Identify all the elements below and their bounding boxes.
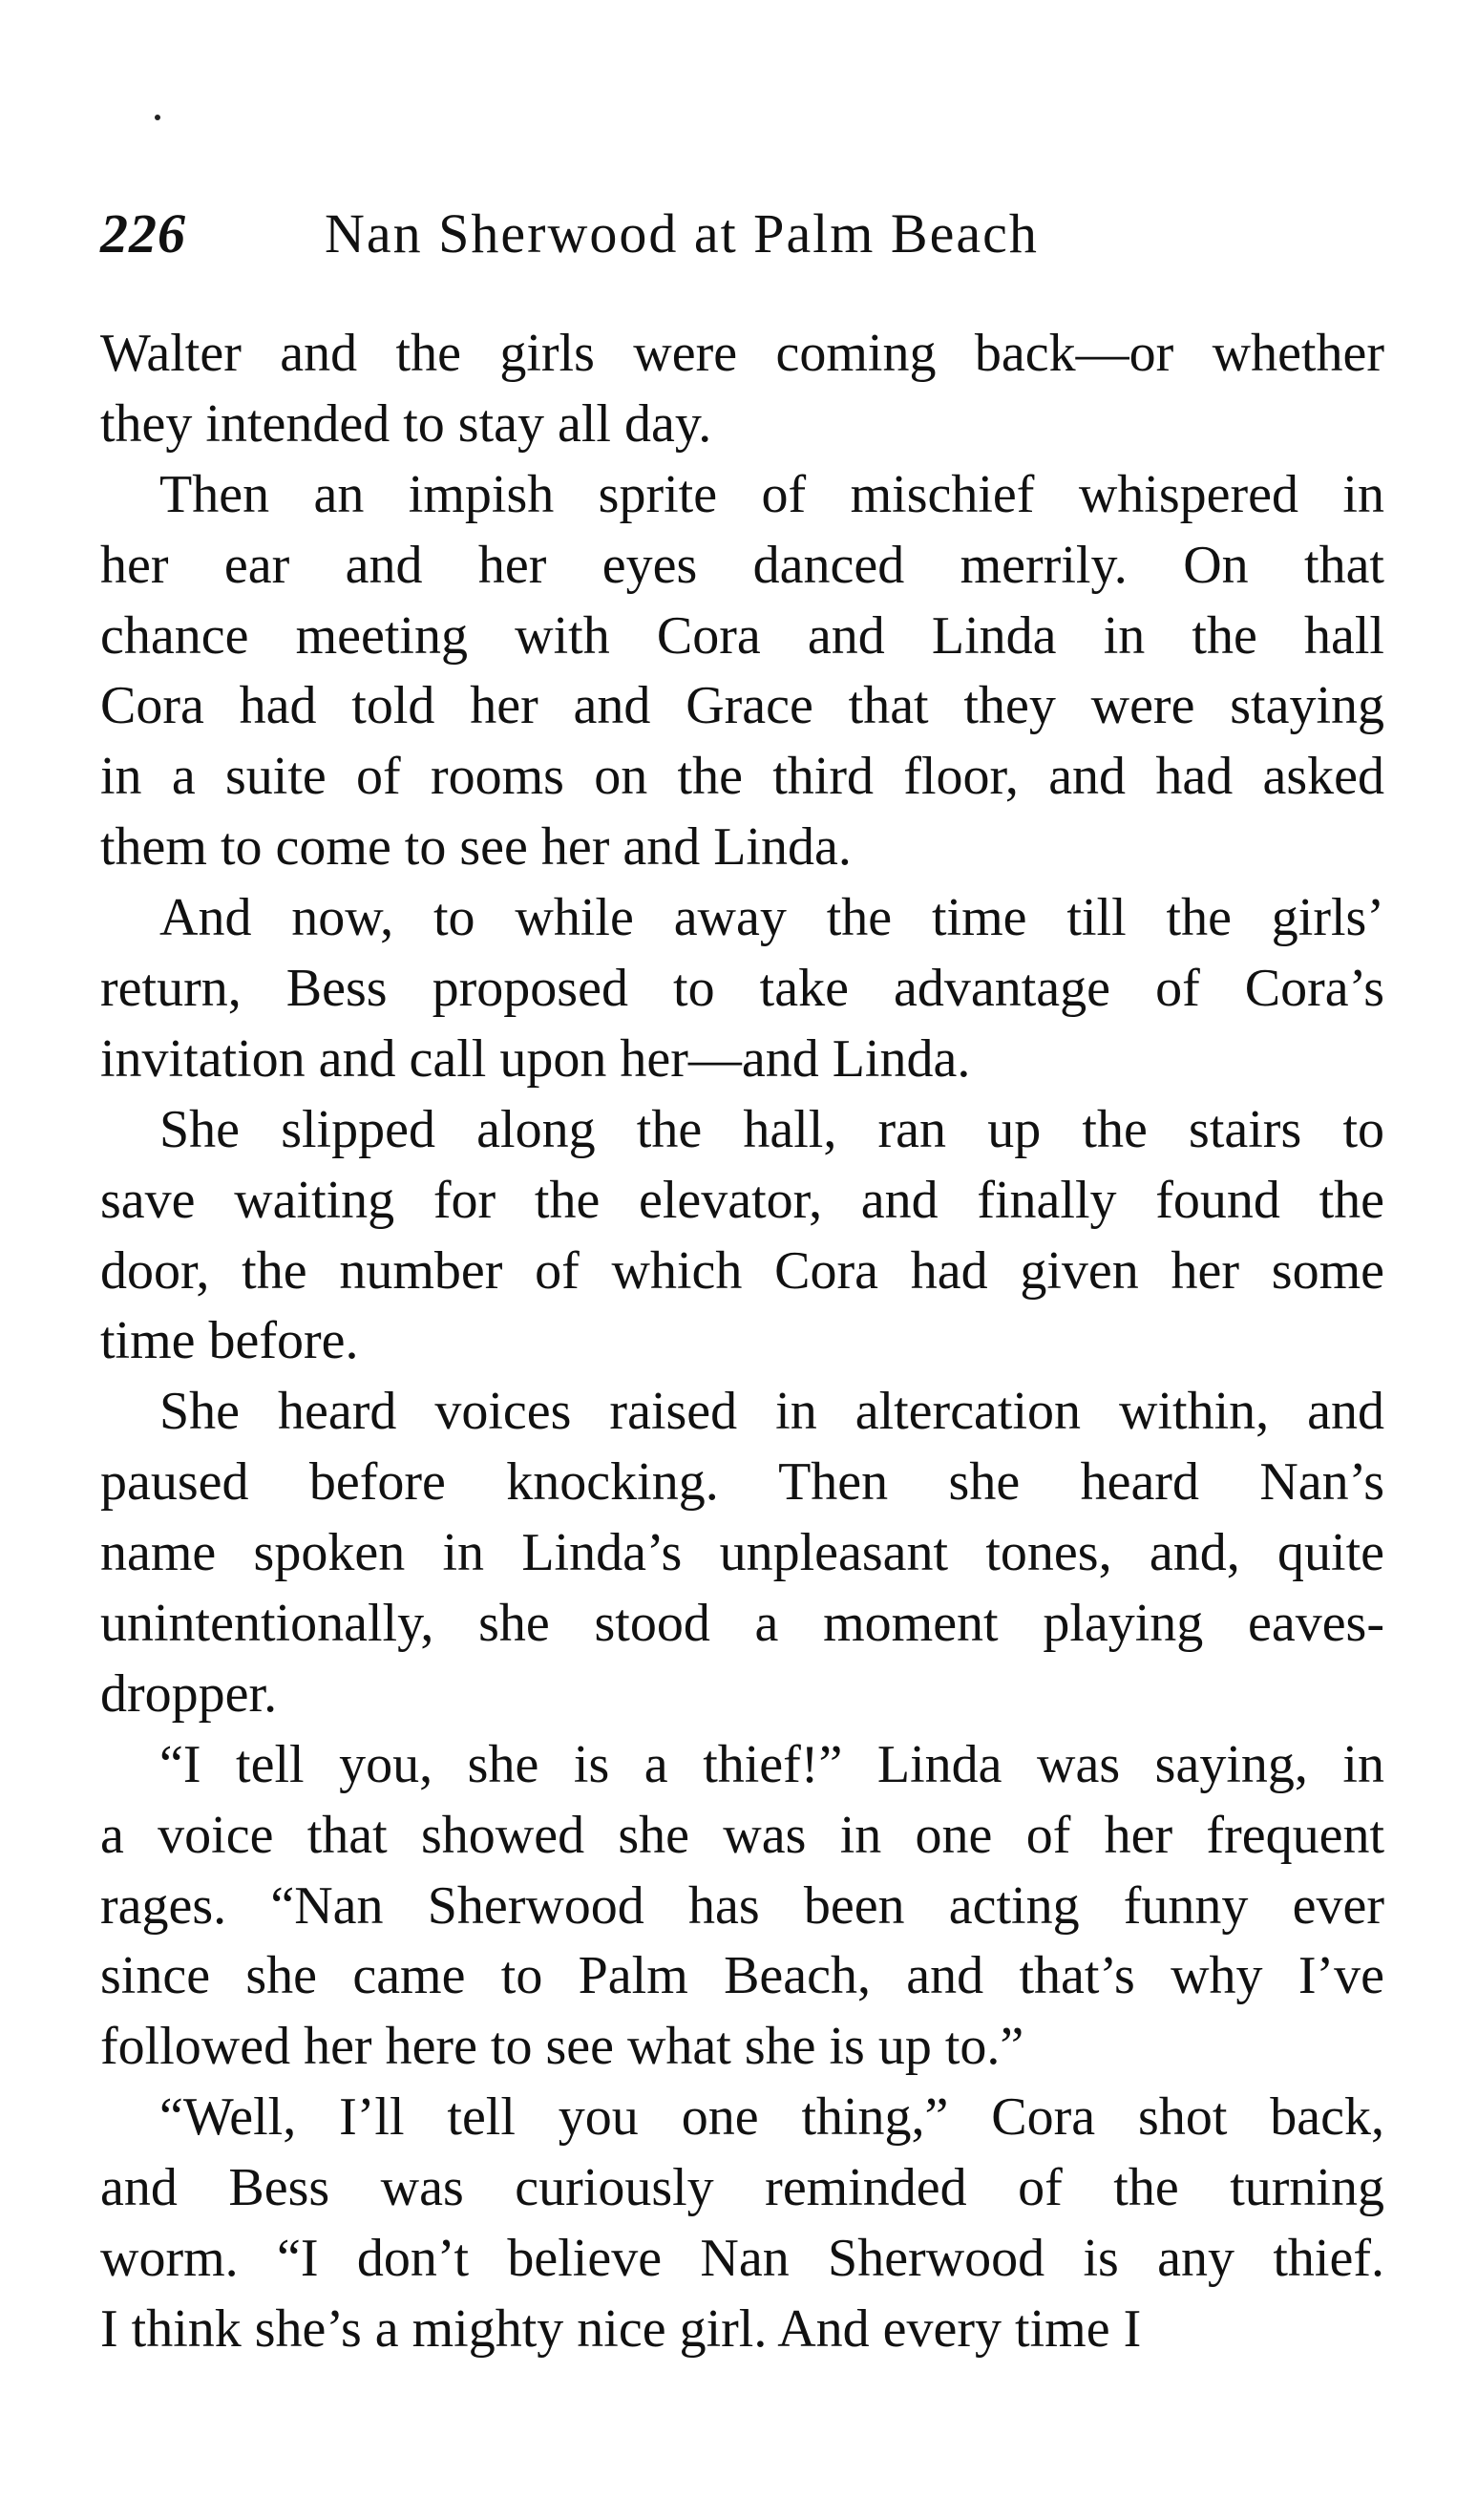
paragraph	[100, 1730, 1384, 2083]
paragraph	[100, 319, 1384, 460]
paragraph	[100, 1095, 1384, 1378]
text-line: And now, to while away the time till the girls’	[159, 888, 1384, 948]
text-line: door, the number of which Cora had given her some	[100, 1240, 1384, 1301]
page-header	[100, 201, 1384, 267]
paragraph	[100, 883, 1384, 1095]
text-line: return, Bess proposed to take advantage of Cora’s	[100, 959, 1384, 1019]
text-line: Walter and the girls were coming back—or whether	[100, 324, 1384, 383]
text-line: her ear and her eyes danced merrily. On that	[100, 535, 1384, 595]
text-line: followed her here to see what she is up to.”	[100, 2017, 1024, 2077]
text-line: She slipped along the hall, ran up the stairs to	[159, 1099, 1384, 1159]
ink-speck	[155, 115, 160, 120]
text-line: they intended to stay all day.	[100, 393, 712, 454]
paragraph	[100, 1377, 1384, 1729]
page-number: 226	[100, 202, 186, 265]
text-line: and Bess was curiously reminded of the turning	[100, 2158, 1384, 2218]
text-line: worm. “I don’t believe Nan Sherwood is any thief.	[100, 2229, 1384, 2289]
text-line: paused before knocking. Then she heard Nan’s	[100, 1452, 1384, 1513]
text-line: unintentionally, she stood a moment playing eaves-	[100, 1594, 1384, 1654]
text-line: Then an impish sprite of mischief whispered in	[159, 464, 1384, 524]
text-line: “Well, I’ll tell you one thing,” Cora shot back,	[159, 2087, 1384, 2148]
text-line: invitation and call upon her—and Linda.	[100, 1028, 971, 1089]
text-line: Cora had told her and Grace that they were staying	[100, 676, 1384, 736]
text-line: a voice that showed she was in one of her frequent	[100, 1805, 1384, 1865]
text-line: time before.	[100, 1311, 359, 1371]
text-line: since she came to Palm Beach, and that’s why I’ve	[100, 1946, 1384, 2006]
body-text	[100, 319, 1384, 2365]
text-line: save waiting for the elevator, and finally found the	[100, 1170, 1384, 1230]
text-line: them to come to see her and Linda.	[100, 817, 852, 878]
running-title: Nan Sherwood at Palm Beach	[325, 202, 1039, 265]
paragraph	[100, 460, 1384, 883]
text-line: in a suite of rooms on the third floor, and had asked	[100, 747, 1384, 807]
paragraph	[100, 2083, 1384, 2365]
text-line: She heard voices raised in altercation within, and	[159, 1382, 1384, 1442]
text-line: I think she’s a mighty nice girl. And every time I	[100, 2298, 1142, 2359]
text-line: rages. “Nan Sherwood has been acting funny ever	[100, 1875, 1384, 1936]
text-line: “I tell you, she is a thief!” Linda was saying, in	[159, 1734, 1384, 1794]
text-line: dropper.	[100, 1663, 278, 1724]
text-line: name spoken in Linda’s unpleasant tones, and, quite	[100, 1523, 1384, 1583]
text-line: chance meeting with Cora and Linda in the hall	[100, 605, 1384, 666]
